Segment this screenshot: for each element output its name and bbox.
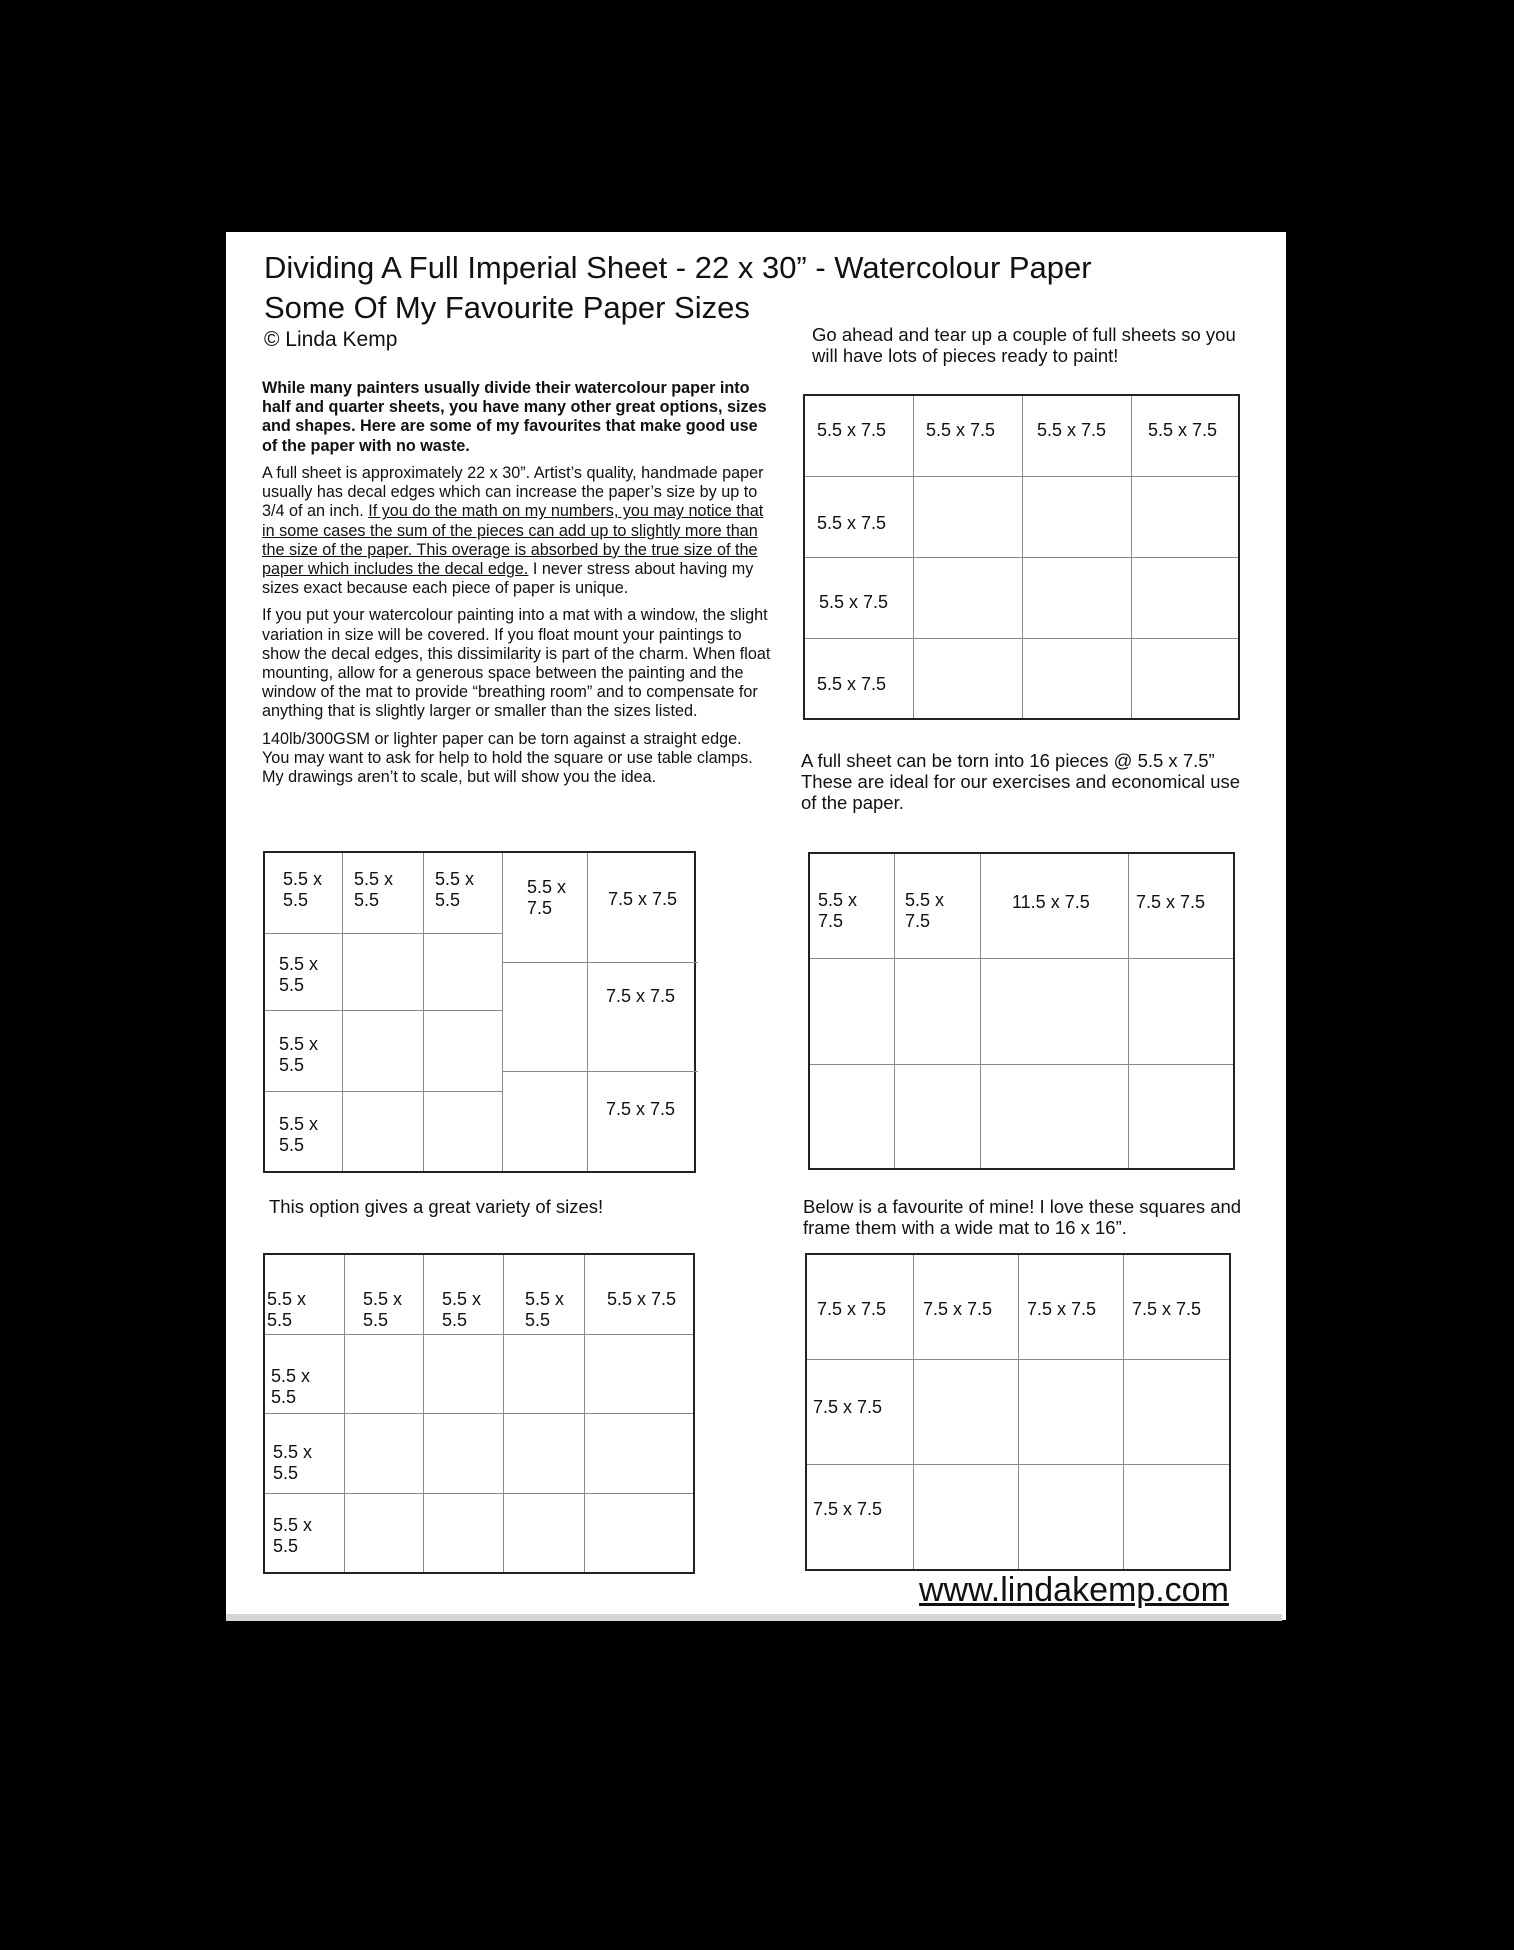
cut-line xyxy=(502,1071,698,1072)
cut-line xyxy=(894,854,895,1168)
piece-label: 7.5 x 7.5 xyxy=(606,986,676,1006)
piece-label: 7.5 x 7.5 xyxy=(1132,1299,1202,1319)
website-link[interactable]: www.lindakemp.com xyxy=(919,1571,1229,1609)
cut-line xyxy=(587,853,588,1171)
page-shadow xyxy=(226,1614,1282,1621)
piece-label: 5.5 x 5.5 xyxy=(354,869,394,910)
piece-label: 5.5 x 7.5 xyxy=(905,890,945,931)
piece-label: 7.5 x 7.5 xyxy=(923,1299,993,1319)
cut-line xyxy=(423,853,424,1171)
cut-line xyxy=(265,1334,693,1335)
piece-label: 5.5 x 5.5 xyxy=(267,1289,307,1330)
cut-line xyxy=(805,557,1238,558)
piece-label: 5.5 x 7.5 xyxy=(818,890,858,931)
piece-label: 5.5 x 7.5 xyxy=(607,1289,677,1309)
document-subtitle: Some Of My Favourite Paper Sizes xyxy=(264,290,750,325)
paragraph-text: I never stress about having my sizes exact because each piece of paper is unique. xyxy=(262,560,754,598)
piece-label: 11.5 x 7.5 xyxy=(1012,892,1090,912)
paragraph-tearing: 140lb/300GSM or lighter paper can be torn against a straight edge. You may want to ask for help to hold the square or use table clamps. My drawings aren’t to scale, but will show you the idea. xyxy=(262,729,753,787)
paragraph-full-sheet xyxy=(262,464,772,598)
cut-line xyxy=(810,1064,1233,1065)
cut-line xyxy=(265,1413,693,1414)
cut-line xyxy=(1123,1255,1124,1569)
cut-line xyxy=(805,638,1238,639)
piece-label: 5.5 x 5.5 xyxy=(279,954,319,995)
underlined-note: If you do the math on my numbers, you may notice that in some cases the sum of the pieces can add up to slightly more than the size of the paper. This overage is absorbed by the true size of the paper which includes the decal edge. xyxy=(262,502,764,579)
piece-label: 5.5 x 7.5 xyxy=(819,592,889,612)
piece-label: 5.5 x 5.5 xyxy=(363,1289,403,1330)
piece-label: 5.5 x 5.5 xyxy=(271,1366,311,1407)
piece-label: 5.5 x 5.5 xyxy=(283,869,323,910)
cut-line xyxy=(502,962,698,963)
piece-label: 7.5 x 7.5 xyxy=(606,1099,676,1119)
caption-tear: Go ahead and tear up a couple of full sheets so you will have lots of pieces ready to paint! xyxy=(812,324,1236,366)
diagram-squares xyxy=(805,1253,1231,1571)
piece-label: 5.5 x 5.5 xyxy=(525,1289,565,1330)
copyright-notice: © Linda Kemp xyxy=(264,328,398,351)
cut-line xyxy=(265,1493,693,1494)
cut-line xyxy=(810,958,1233,959)
cut-line xyxy=(807,1359,1229,1360)
piece-label: 7.5 x 7.5 xyxy=(608,889,678,909)
cut-line xyxy=(265,1010,503,1011)
caption-favourite: Below is a favourite of mine! I love these squares and frame them with a wide mat to 16 x 16”. xyxy=(803,1196,1242,1238)
caption-16-pieces: A full sheet can be torn into 16 pieces @ 5.5 x 7.5” These are ideal for our exercises and economical use of the paper. xyxy=(801,750,1241,813)
piece-label: 7.5 x 7.5 xyxy=(817,1299,887,1319)
document-title: Dividing A Full Imperial Sheet - 22 x 30” - Watercolour Paper xyxy=(264,250,1092,285)
piece-label: 5.5 x 5.5 xyxy=(442,1289,482,1330)
paragraph-text: A full sheet is approximately 22 x 30”. Artist’s quality, handmade paper usually has decal edges which can increase the paper’s size by up to 3/4 of an inch. xyxy=(262,464,764,521)
piece-label: 5.5 x 5.5 xyxy=(273,1442,313,1483)
piece-label: 7.5 x 7.5 xyxy=(813,1499,883,1519)
cut-line xyxy=(265,933,503,934)
piece-label: 5.5 x 7.5 xyxy=(527,877,567,918)
piece-label: 5.5 x 5.5 xyxy=(435,869,475,910)
caption-variety: This option gives a great variety of sizes! xyxy=(269,1196,604,1217)
diagram-mixed xyxy=(808,852,1235,1170)
piece-label: 5.5 x 7.5 xyxy=(1148,420,1218,440)
piece-label: 5.5 x 7.5 xyxy=(817,674,887,694)
piece-label: 7.5 x 7.5 xyxy=(1136,892,1206,912)
cut-line xyxy=(502,853,503,1171)
piece-label: 5.5 x 7.5 xyxy=(926,420,996,440)
cut-line xyxy=(265,1091,503,1092)
body-text xyxy=(262,464,772,795)
piece-label: 5.5 x 7.5 xyxy=(1037,420,1107,440)
piece-label: 7.5 x 7.5 xyxy=(813,1397,883,1417)
cut-line xyxy=(1018,1255,1019,1569)
piece-label: 5.5 x 5.5 xyxy=(279,1114,319,1155)
cut-line xyxy=(805,476,1238,477)
piece-label: 5.5 x 5.5 xyxy=(279,1034,319,1075)
cut-line xyxy=(1128,854,1129,1168)
cut-line xyxy=(807,1464,1229,1465)
piece-label: 5.5 x 7.5 xyxy=(817,420,887,440)
diagram-16-pieces xyxy=(803,394,1240,720)
intro-paragraph: While many painters usually divide their watercolour paper into half and quarter sheets, you have many other great options, sizes and shapes. Here are some of my favourites that make good use of the paper with no waste. xyxy=(262,379,767,455)
cut-line xyxy=(980,854,981,1168)
diagram-grid-5-5 xyxy=(263,1253,695,1574)
piece-label: 5.5 x 7.5 xyxy=(817,513,887,533)
cut-line xyxy=(342,853,343,1171)
piece-label: 7.5 x 7.5 xyxy=(1027,1299,1097,1319)
piece-label: 5.5 x 5.5 xyxy=(273,1515,313,1556)
diagram-variety xyxy=(263,851,696,1173)
paragraph-mat: If you put your watercolour painting into a mat with a window, the slight variation in size will be covered. If you float mount your paintings to show the decal edges, this dissimilarity is part of the charm. When float mounting, allow for a generous space between the painting and the window of the mat to provide “breathing room” and to compensate for anything that is slightly larger or smaller than the sizes listed. xyxy=(262,606,771,721)
cut-line xyxy=(913,1255,914,1569)
